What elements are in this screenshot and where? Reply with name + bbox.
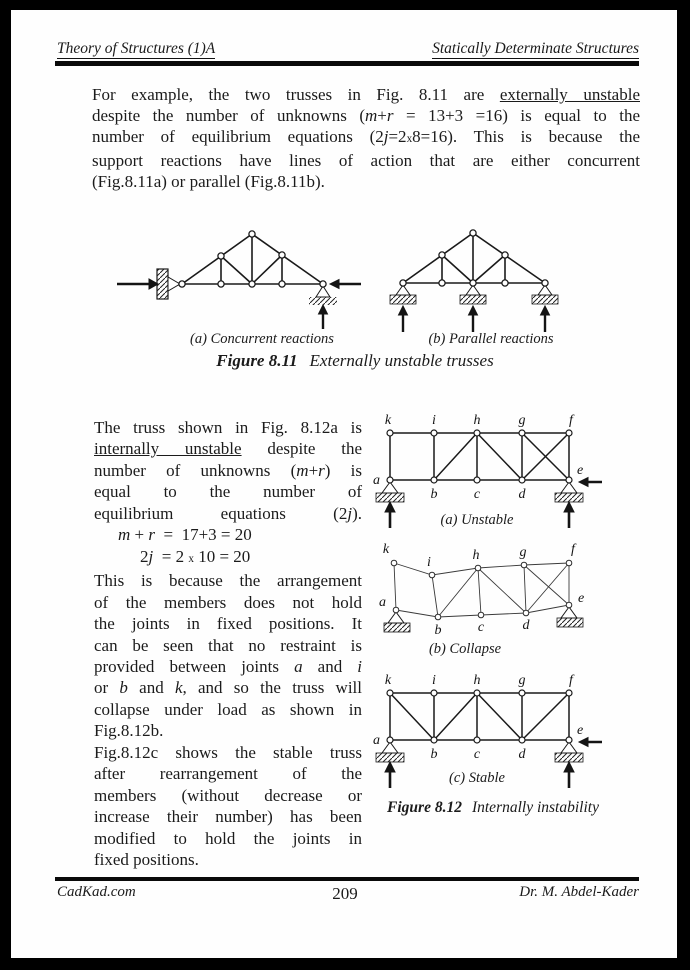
intro-line: despite the number of unknowns (m+r = 13+3 =16) is equal to the	[92, 106, 640, 125]
figure-8-12-title-text: Internally instability	[471, 799, 599, 816]
node-label-i: i	[432, 673, 436, 688]
node-label-f: f	[571, 542, 575, 557]
truss-members	[390, 433, 569, 480]
node-labels	[373, 673, 583, 762]
text-line: fixed positions.	[94, 850, 199, 870]
node-label-f: f	[569, 673, 573, 688]
node-label-d: d	[522, 618, 530, 633]
text-line: collapse under load as shown in	[94, 699, 362, 719]
text-line: can be seen that no restraint is	[94, 635, 362, 655]
text-line: number of unknowns (m+r) is	[94, 460, 362, 480]
text-line: members (without decrease or	[94, 785, 362, 805]
horizontal-reaction-arrow-right	[330, 280, 361, 289]
figure-8-12-caption-a: (a) Unstable	[440, 512, 514, 528]
node-label-i: i	[432, 413, 436, 428]
node-label-e: e	[578, 591, 585, 606]
node-labels	[373, 413, 583, 502]
intro-line: support reactions have lines of action that are either concurrent	[92, 151, 640, 170]
text-line: equilibrium equations (2j).	[94, 503, 362, 523]
truss-joints	[391, 560, 572, 620]
node-label-b: b	[434, 623, 442, 638]
node-label-k: k	[384, 673, 392, 688]
node-label-a: a	[373, 733, 380, 748]
intro-paragraph	[92, 84, 640, 192]
vertical-reaction-arrows	[399, 306, 550, 332]
node-label-i: i	[427, 555, 431, 570]
figure-8-11-title-text: Externally unstable trusses	[309, 351, 494, 370]
running-header-right: Statically Determinate Structures	[432, 40, 639, 57]
text-line: increase their number) has been	[94, 807, 362, 827]
running-header-left: Theory of Structures (1)A	[57, 40, 216, 57]
footer-site: CadKad.com	[57, 884, 136, 900]
node-label-h: h	[473, 673, 481, 688]
intro-line: For example, the two trusses in Fig. 8.11 are externally unstable	[92, 85, 640, 104]
figure-8-11-title-label: Figure 8.11	[216, 351, 298, 370]
text-line: The truss shown in Fig. 8.12a is	[94, 418, 362, 437]
node-label-e: e	[577, 463, 584, 478]
text-line: the joints in fixed positions. It	[94, 614, 362, 634]
text-line: provided between joints a and i	[94, 656, 363, 676]
equation-line: 2j = 2 x 10 = 20	[140, 546, 251, 566]
truss-joints	[387, 430, 572, 483]
truss-joints	[400, 230, 548, 286]
frame-left	[0, 0, 11, 970]
horizontal-reaction-arrow-left	[117, 279, 158, 289]
figure-8-11-caption-a: (a) Concurrent reactions	[190, 331, 334, 347]
roller-supports	[390, 285, 558, 304]
figure-8-12-caption-c: (c) Stable	[449, 770, 505, 786]
text-line: after rearrangement of the	[94, 764, 362, 784]
node-label-k: k	[384, 413, 392, 428]
frame-bottom	[0, 958, 690, 970]
text-line: Fig.8.12c shows the stable truss	[94, 742, 362, 762]
intro-line: (Fig.8.11a) or parallel (Fig.8.11b).	[92, 172, 325, 191]
node-label-a: a	[373, 473, 380, 488]
text-line: internally unstable despite the	[94, 439, 362, 459]
figure-8-11-title	[10, 351, 690, 371]
figure-8-12-caption-b: (b) Collapse	[428, 641, 502, 657]
pin-support	[309, 286, 337, 305]
node-label-a: a	[379, 595, 386, 610]
footer-author: Dr. M. Abdel-Kader	[519, 884, 639, 900]
node-label-g: g	[518, 413, 526, 428]
header-rule	[55, 61, 639, 66]
intro-line: number of equilibrium equations (2j=2x8=16). This is because the	[92, 127, 640, 146]
wall-support	[157, 269, 180, 299]
node-label-h: h	[472, 548, 480, 563]
text-line: or b and k, and so the truss will	[94, 678, 362, 698]
truss-members	[394, 563, 569, 617]
node-label-g: g	[519, 545, 527, 560]
footer-rule	[55, 877, 639, 881]
node-label-c: c	[473, 487, 481, 502]
node-label-c: c	[473, 747, 481, 762]
node-label-k: k	[382, 542, 390, 557]
node-label-d: d	[518, 487, 526, 502]
node-label-c: c	[477, 620, 485, 635]
text-line: equal to the number of	[94, 482, 362, 502]
node-label-f: f	[569, 413, 573, 428]
vertical-reaction-arrow	[319, 305, 328, 329]
figure-8-12-title	[368, 799, 618, 817]
frame-top	[0, 0, 690, 10]
text-line: modified to hold the joints in	[94, 828, 362, 848]
node-label-d: d	[518, 747, 526, 762]
node-label-e: e	[577, 723, 584, 738]
node-label-b: b	[430, 747, 438, 762]
frame-right	[677, 0, 690, 970]
truss-parallel-svg	[383, 208, 583, 340]
node-label-h: h	[473, 413, 481, 428]
truss-members	[390, 693, 569, 740]
figure-8-12-title-label: Figure 8.12	[387, 799, 462, 816]
node-label-g: g	[518, 673, 526, 688]
equation-line: m + r = 17+3 = 20	[118, 525, 252, 545]
text-line: This is because the arrangement	[94, 571, 362, 591]
node-label-b: b	[430, 487, 438, 502]
figure-8-11-caption-b: (b) Parallel reactions	[428, 331, 554, 347]
text-line: Fig.8.12b.	[94, 721, 164, 741]
truss-members	[403, 233, 545, 283]
page-number: 209	[332, 884, 358, 903]
truss-members	[182, 234, 323, 284]
truss-joints	[387, 690, 572, 743]
body-left-column	[94, 417, 362, 871]
truss-concurrent-svg	[105, 208, 375, 340]
text-line: of the members does not hold	[94, 592, 362, 612]
